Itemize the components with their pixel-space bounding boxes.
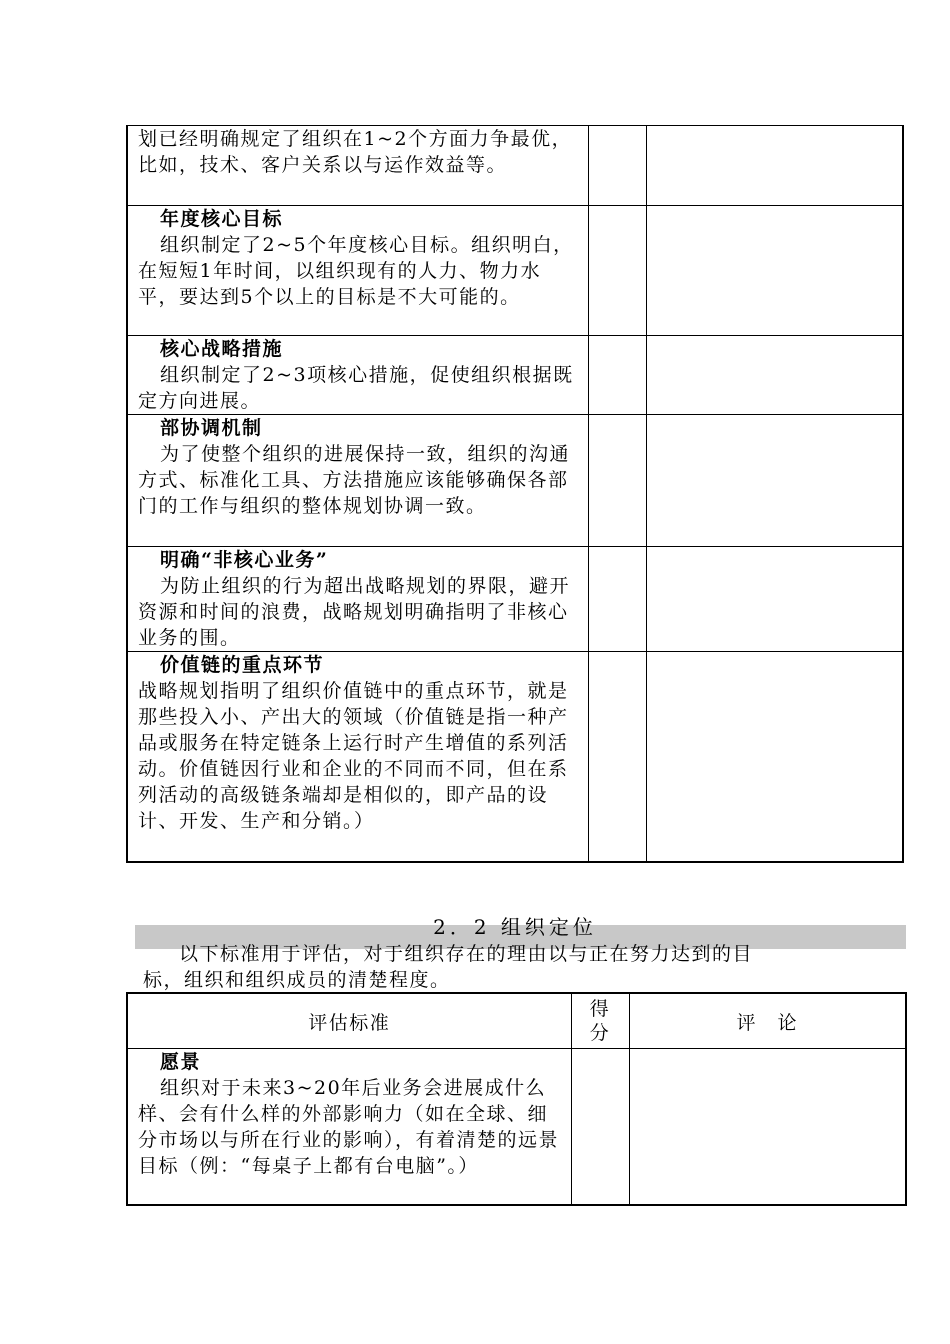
criteria-cell <box>127 126 588 206</box>
table-row <box>127 547 903 652</box>
score-cell[interactable] <box>588 415 646 547</box>
intro-line: 以下标准用于评估，对于组织存在的理由以与正在努力达到的目 <box>179 943 754 965</box>
header-score <box>571 993 629 1049</box>
section-intro <box>143 941 843 993</box>
criteria-text: 组织制定了2~5个年度核心目标。组织明白，在短短1年时间，以组织现有的人力、物力水平，要达到5个以上的目标是不大可能的。 <box>138 234 574 308</box>
criteria-text: 为了使整个组织的进展保持一致，组织的沟通方式、标准化工具、方法措施应该能够确保各部门的工作与组织的整体规划协调一致。 <box>138 443 571 517</box>
criteria-heading: 愿景 <box>160 1051 202 1073</box>
criteria-cell <box>127 1049 571 1205</box>
comment-cell[interactable] <box>646 415 903 547</box>
section-title: 2．2 组织定位 <box>433 915 597 939</box>
score-cell[interactable] <box>571 1049 629 1205</box>
criteria-cell <box>127 652 588 862</box>
evaluation-table-1 <box>126 125 904 863</box>
criteria-cell <box>127 206 588 336</box>
table-row <box>127 652 903 862</box>
header-criteria: 评估标准 <box>127 993 571 1049</box>
criteria-heading: 部协调机制 <box>160 417 263 439</box>
criteria-heading: 明确“非核心业务” <box>160 549 329 571</box>
intro-line: 标，组织和组织成员的清楚程度。 <box>143 969 451 991</box>
criteria-text: 组织对于未来3~20年后业务会进展成什么样、会有什么样的外部影响力（如在全球、细分市场以与所在行业的影响），有着清楚的远景目标（例：“每桌子上都有台电脑”。） <box>138 1077 560 1177</box>
table-header-row <box>127 993 906 1049</box>
criteria-heading: 价值链的重点环节 <box>160 654 325 676</box>
table-row <box>127 126 903 206</box>
score-cell[interactable] <box>588 206 646 336</box>
criteria-heading: 年度核心目标 <box>160 208 284 230</box>
score-cell[interactable] <box>588 336 646 415</box>
comment-cell[interactable] <box>646 126 903 206</box>
header-score-1: 得 <box>589 998 611 1020</box>
score-cell[interactable] <box>588 652 646 862</box>
comment-cell[interactable] <box>646 336 903 415</box>
table-row <box>127 1049 906 1205</box>
header-comment: 评 论 <box>629 993 906 1049</box>
criteria-heading: 核心战略措施 <box>160 338 284 360</box>
comment-cell[interactable] <box>646 547 903 652</box>
criteria-cell <box>127 336 588 415</box>
comment-cell[interactable] <box>646 652 903 862</box>
evaluation-table-2 <box>126 992 907 1206</box>
table-row <box>127 415 903 547</box>
score-cell[interactable] <box>588 547 646 652</box>
criteria-cell <box>127 415 588 547</box>
comment-cell[interactable] <box>629 1049 906 1205</box>
criteria-text: 划已经明确规定了组织在1~2个方面力争最优，比如，技术、客户关系以与运作效益等。 <box>138 128 573 176</box>
criteria-text: 为防止组织的行为超出战略规划的界限，避开资源和时间的浪费，战略规划明确指明了非核心业务的围。 <box>138 575 571 649</box>
table-row <box>127 336 903 415</box>
score-cell[interactable] <box>588 126 646 206</box>
criteria-text: 战略规划指明了组织价值链中的重点环节，就是那些投入小、产出大的领域（价值链是指一种产品或服务在特定链条上运行时产生增值的系列活动。价值链因行业和企业的不同而不同，但在系列活动的高级链条端却是相似的，即产品的设计、开发、生产和分销。） <box>138 680 569 832</box>
comment-cell[interactable] <box>646 206 903 336</box>
criteria-text: 组织制定了2~3项核心措施，促使组织根据既定方向进展。 <box>138 364 574 412</box>
criteria-cell <box>127 547 588 652</box>
header-score-2: 分 <box>589 1022 611 1044</box>
table-row <box>127 206 903 336</box>
